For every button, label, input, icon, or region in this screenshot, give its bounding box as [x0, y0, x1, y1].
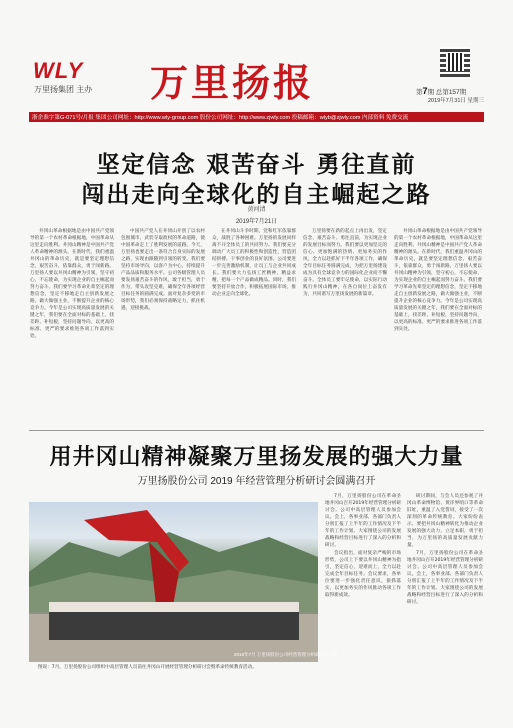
- article1-column-2: [121, 228, 205, 424]
- paragraph: 图说：7月，万里扬股份公司组织中高层管理人员前往井冈山开展经营管理分析研讨会暨革命传统教育活动。: [38, 665, 257, 670]
- paragraph: 会议指出，面对复杂严峻的市场形势，公司上下要以井冈山精神为指引，坚定信心，迎难而上，全力以赴完成全年目标任务。会议要求，各单位要进一步强化责任意识，狠抓落实，以更加务实的作风推动各项工作取得新成效。: [325, 551, 401, 598]
- section-divider: [29, 430, 484, 431]
- info-bar-text: 浙企准字第G-071号/月报 集团公司网址：http://www.wly-group.com 股份公司网址：http://www.zjwly.com 投稿邮箱：wlyb@zjwly.com 内部资料 免费交流: [32, 115, 409, 121]
- article1-column-5: [394, 228, 482, 424]
- paragraph: 研讨期间，与会人员还参观了井冈山革命博物馆、黄洋界哨口等革命旧址，重温了入党誓词，接受了一次深刻的革命传统教育。大家纷纷表示，要把井冈山精神转化为推动企业发展的强大动力，立足本职，勇于担当，为万里扬的高质量发展贡献力量。: [407, 494, 483, 548]
- group-photo: [29, 502, 318, 662]
- headline-line-1: 坚定信念 艰苦奋斗 勇往直前: [96, 151, 417, 178]
- paragraph: 万里扬要在新的起点上再出发，坚定信念、艰苦奋斗、勇往直前，为实现企业的发展目标而努力。我们要以更加坚定的信心、更加饱满的热情、更加务实的作风，全力以赴抓好下半年各项工作，确保全年目标任务圆满完成，为把万里扬建设成为具有全球竞争力的国际化企业而不懈奋斗。全体员工要牢记使命，以实际行动践行井冈山精神，在各自岗位上奋发有为，共同谱写万里扬发展的新篇章。: [303, 229, 387, 297]
- issue-prefix: 第: [416, 89, 423, 96]
- article-date: 2019年7月21日: [235, 219, 278, 225]
- article2-column-2: [407, 493, 483, 711]
- issue-suffix: 期 总第157期: [427, 89, 467, 96]
- paragraph: 井冈山革命根据地是由中国共产党领导的第一个农村革命根据地，中国革命从这里走向胜利。井冈山精神是中国共产党人革命精神的源头。在新时代，我们重温井冈山的革命历史，就是要坚定理想信念，艰苦奋斗，依靠群众，勇于闯新路。万里扬人要以井冈山精神为引领，坚守初心，不忘使命，为实现企业的自主崛起而努力奋斗。我们要学习革命先辈坚定的理想信念，坚定不移地走自主创新发展之路，做大做强主业，不断提升企业的核心竞争力。今年是公司实现高质量发展的关键之年，我们要在全面对标的基础上，找差距、补短板，坚持问题导向，以更高的标准、更严的要求推进各项工作落到实处。: [394, 229, 482, 332]
- subheadline-2: 万里扬股份公司 2019 年经营管理分析研讨会圆满召开: [137, 476, 376, 487]
- article2-column-1: [325, 493, 401, 711]
- company-logo: WLY: [33, 58, 84, 83]
- paragraph: 在井冈山斗争时期，党和红军依靠群众，战胜了各种困难。万里扬的发展同样离不开全体员工的共同努力。我们要充分调动广大员工的积极性和创造性，营造团结拼搏、干事创业的良好氛围。公司要进一步完善激励机制，让员工与企业共同成长。我们要大力弘扬工匠精神，精益求精，把每一个产品做成精品。同时，我们要坚持开放合作，积极拓展国际市场，推动企业走向全球化。: [212, 229, 296, 297]
- paragraph: 7月，万里扬股份公司在革命圣地井冈山召开2019年经营管理分析研讨会。公司中高层管理人员参加会议。会上，各事业部、各部门负责人分别汇报了上半年的工作情况及下半年的工作计划。大家围绕公司的发展战略和经营目标进行了深入的分析和研讨。: [325, 494, 401, 548]
- byline: 黄河清: [247, 207, 266, 213]
- paragraph: 7月，万里扬股份公司在革命圣地井冈山召开2019年经营管理分析研讨会。公司中高层管理人员参加会议。会上，各事业部、各部门负责人分别汇报了上半年的工作情况及下半年的工作计划。大家围绕公司的发展战略和经营目标进行了深入的分析和研讨。: [407, 551, 483, 605]
- article1-column-4: [303, 228, 387, 424]
- headline-2: 用井冈山精神凝聚万里扬发展的强大力量: [49, 444, 464, 470]
- headline-line-2: 闯出走向全球化的自主崛起之路: [81, 181, 432, 208]
- photo-illustration: [29, 502, 318, 662]
- issue-num: 7: [422, 86, 428, 96]
- paragraph: 中国共产党人在井冈山开创了以农村包围城市、武装夺取政权的革命道路，使中国革命走上了胜利发展的道路。今天，万里扬也要走出一条符合自身实际的发展之路，实现由跟随到引领的转变。我们要坚持市场导向，以客户为中心，持续提升产品品质和服务水平。公司各级管理人员要发扬艰苦奋斗的作风，敢于担当，勇于作为，带头攻坚克难，确保全年各项经营目标任务的圆满完成。面对复杂多变的市场形势，我们必须保持战略定力，抓住机遇，迎接挑战。: [121, 229, 205, 311]
- issue-date: 2019年7月31日 星期三: [428, 98, 484, 104]
- article1-column-1: [30, 228, 114, 424]
- paragraph: 井冈山革命根据地是由中国共产党领导的第一个农村革命根据地，中国革命从这里走向胜利。井冈山精神是中国共产党人革命精神的源头。在新时代，我们重温井冈山的革命历史，就是要坚定理想信念，艰苦奋斗，依靠群众，勇于闯新路。万里扬人要以井冈山精神为引领，坚守初心，不忘使命，为实现企业的自主崛起而努力奋斗。我们要学习革命先辈坚定的理想信念，坚定不移地走自主创新发展之路，做大做强主业，不断提升企业的核心竞争力。今年是公司实现高质量发展的关键之年，我们要在全面对标的基础上，找差距、补短板，坚持问题导向，以更高的标准、更严的要求推进各项工作落到实处。: [30, 229, 114, 339]
- people-group: [49, 602, 299, 640]
- slogan: 万里扬集团 主办: [34, 85, 93, 94]
- qr-code-inner: [446, 53, 464, 71]
- masthead-title: 万里扬报: [150, 60, 315, 105]
- issue-number: [416, 86, 466, 96]
- article1-column-3: [212, 228, 296, 424]
- photo-caption-overlay: 2019年7月 万里扬股份公司经营管理分析研讨会合影: [234, 652, 338, 657]
- photo-caption: [29, 664, 318, 704]
